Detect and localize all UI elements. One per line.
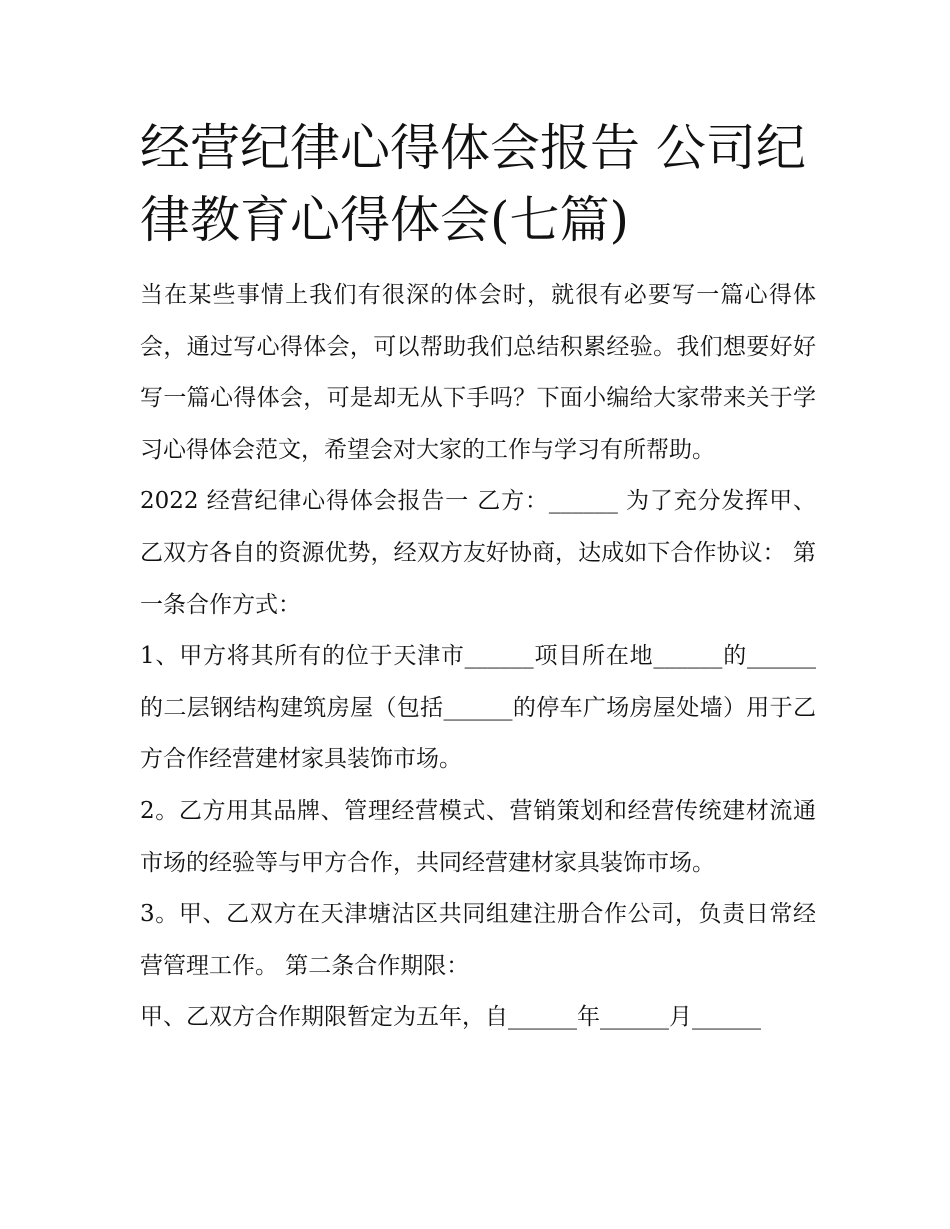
document-content (140, 112, 816, 1044)
clause-2-paragraph: 2。乙方用其品牌、管理经营模式、营销策划和经营传统建材流通市场的经验等与甲方合作，共同经营建材家具装饰市场。 (140, 797, 816, 876)
document-body (140, 270, 816, 1044)
clause-3-paragraph: 3。甲、乙双方在天津塘沽区共同组建注册合作公司，负责日常经营管理工作。 第二条合作期限： (140, 901, 816, 979)
term-paragraph: 甲、乙双方合作期限暂定为五年，自______年______月______ (140, 1004, 761, 1031)
intro-paragraph: 当在某些事情上我们有很深的体会时，就很有必要写一篇心得体会，通过写心得体会，可以帮助我们总结积累经验。我们想要好好写一篇心得体会，可是却无从下手吗？下面小编给大家带来关于学习心得体会范文，希望会对大家的工作与学习有所帮助。 (140, 282, 816, 463)
clause-1-paragraph: 1、甲方将其所有的位于天津市______项目所在地______的______的二层钢结构建筑房屋（包括______的停车广场房屋处墙）用于乙方合作经营建材家具装饰市场。 (140, 643, 816, 773)
document-title: 经营纪律心得体会报告 公司纪律教育心得体会(七篇) (140, 119, 806, 249)
agreement-intro-paragraph: 2022 经营纪律心得体会报告一 乙方：______ 为了充分发挥甲、乙双方各自的资源优势，经双方友好协商，达成如下合作协议： 第一条合作方式： (140, 488, 816, 618)
